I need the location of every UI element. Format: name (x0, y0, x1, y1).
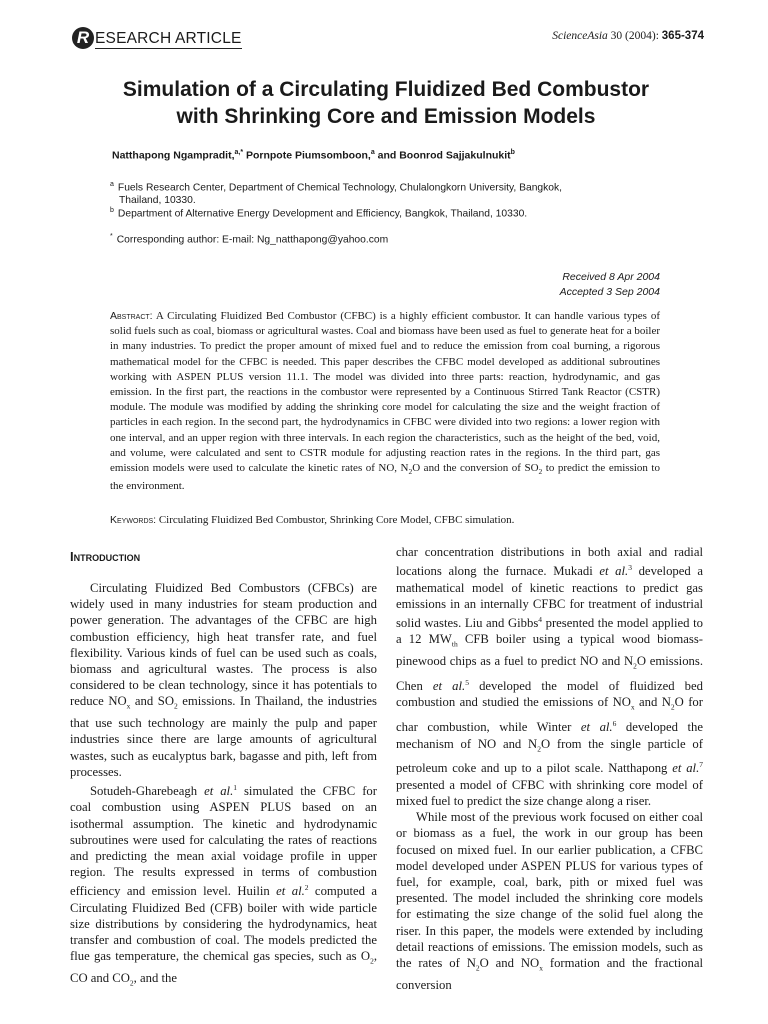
corresponding-sup: * (110, 233, 113, 240)
journal-name: ScienceAsia (552, 30, 608, 42)
abstract-text-2: O and the conversion of SO (412, 462, 539, 475)
affiliation-a-line-1: Fuels Research Center, Department of Chemical Technology, Chulalongkorn University, Bangkok, (117, 182, 563, 194)
affiliation-a-line-2: Thailand, 10330. (119, 195, 196, 207)
author-1: Natthapong Ngampradit, (112, 149, 235, 162)
intro-paragraph-2: Sotudeh-Gharebeagh et al.$^1$ simulated the CFBC for coal combustion using ASPEN PLUS based on an isothermal assumption. The kinetic and hydrodynamic subroutines were used for calculating the rates of reactions and predicting the mean axial voidage profile in upper region. The results expressed in terms of combustion efficiency and emission level. Huilin et al.$^2$ computed a Circulating Fluidized Bed (CFB) boiler with wide particle size distributions by considering the hydrodynamics, heat transfer and combustion of coal. The models predicted the flue gas temperature, the chemical gas species, such as $O_2$, CO and $CO_2$, and the (70, 782, 377, 988)
logo-r-badge: R (72, 27, 94, 49)
page-range: 365-374 (661, 30, 704, 42)
keywords-text: Circulating Fluidized Bed Combustor, Shrinking Core Model, CFBC simulation. (156, 514, 515, 526)
keywords (110, 514, 670, 526)
affiliation-b-line: Department of Alternative Energy Development and Efficiency, Bangkok, Thailand, 10330. (117, 208, 528, 220)
affiliation-b-sup: b (110, 207, 114, 214)
corresponding-author (110, 230, 650, 246)
manuscript-dates (560, 270, 660, 300)
paper-title (60, 76, 712, 130)
author-2: Pornpote Piumsomboon, (243, 149, 371, 162)
abstract-text-3: to predict the emission to the environment. (110, 462, 660, 493)
corresponding-email: Corresponding author: E-mail: Ng_natthapong@yahoo.com (116, 234, 389, 246)
author-1-sup: a,* (234, 149, 244, 156)
author-list (112, 149, 515, 162)
accepted-date: Accepted 3 Sep 2004 (559, 286, 660, 298)
abstract-label: Abstract: (110, 310, 153, 322)
affiliation-b (110, 204, 650, 220)
intro-paragraph-1: Circulating Fluidized Bed Combustors (CFBCs) are widely used in many industries for steam production and power generation. The advantages of the CFBC are high combustion efficiency, high heat transfer rate, and fuel flexibility. Various kinds of fuel can be used such as coals, biomass and agricultural wastes. The process is also considered to be clean technology, since it has potentials to reduce $NO_x$ and $SO_2$ emissions. In Thailand, the industries that use such technology are mainly the pulp and paper industries since there are large amounts of agricultural wastes, such as eucalyptus bark, bagasse and pith, left from processes. (70, 581, 377, 779)
abstract-text: A Circulating Fluidized Bed Combustor (CFBC) is a highly efficient combustor. It can handle various types of solid fuels such as coal, biomass or agricultural wastes. Coal and biomass have been used as fuel to generate heat for a boiler in many industries. To predict the proper amount of mixed fuel and to reduce the emission from coal burning, a rigorous mathematical model for the CFBC is needed. This paper describes the CFBC model developed as additional subroutines working with ASPEN PLUS version 11.1. The model was divided into three parts: reaction, hydrodynamic, and gas emission. In the first part, the reactions in the combustor were represented by a Continuous Stirred Tank Reactor (CSTR) module. The module was modified by adding the shrinking core model for calculating the size and the weight fraction of particles in each region. In the second part, the hydrodynamics in CFBC were divided into two regions: a lower region with one interval, and an upper region with three intervals. In each region the characteristics, such as the height of the bed, void, and volume, were calculated and sent to CSTR module for adjusting reaction rates in the regions. In the third part, gas emission models were used to calculate the kinetic rates of NO, N (110, 310, 660, 475)
title-line-2: with Shrinking Core and Emission Models (176, 105, 596, 128)
left-column (70, 544, 377, 992)
abstract (110, 309, 660, 495)
title-line-1: Simulation of a Circulating Fluidized Bed Combustor (122, 78, 650, 101)
section-heading-introduction: Introduction (70, 549, 141, 564)
author-3-sup: b (510, 149, 515, 156)
abstract-sub: 2 (408, 467, 413, 477)
journal-citation (552, 30, 704, 42)
affiliation-a-sup: a (110, 181, 114, 188)
intro-paragraph-2-cont: char concentration distributions in both axial and radial locations along the furnace. Mukadi et al.$^3$ developed a mathematical model of kinetic reactions to predict gas emissions in an internally CFBC for treatment of industrial solid wastes. Liu and Gibbs$^4$ presented the model applied to a 12 $MW_{th}$ CFB boiler using a typical wood biomass-pinewood chips as a fuel to predict NO and $N_2O$ emissions. Chen et al.$^5$ developed the model of fluidized bed combustion and studied the emissions of $NO_x$ and $N_2O$ for char combustion, while Winter et al.$^6$ developed the mechanism of NO and $N_2O$ from the single particle of petroleum coke and up to a pilot scale. Natthapong et al.$^7$ presented a model of CFBC with shrinking core model of mixed fuel to predict the size change along a riser. (396, 545, 704, 808)
keywords-label: Keywords: (110, 514, 157, 526)
right-column (396, 544, 703, 993)
volume-year: 30 (2004): (610, 30, 659, 42)
affiliation-a (110, 178, 650, 207)
logo-text: ESEARCH ARTICLE (95, 30, 242, 47)
author-2-sup: a (370, 149, 375, 156)
received-date: Received 8 Apr 2004 (562, 271, 660, 283)
author-3: and Boonrod Sajjakulnukit (374, 149, 511, 162)
section-label (72, 27, 242, 49)
intro-paragraph-3: While most of the previous work focused on either coal or biomass as a fuel, the work in our group has been focused on mixed fuel. In our earlier publication, a CFBC model developed under ASPEN PLUS for various types of fuel, for example, coal, bark, pith or mixed fuel was presented. The model included the shrinking core models for estimating the size change of the solid fuel along the riser. In this paper, the models were extended by including detail reactions of emissions. The emission models, such as the rates of $N_2O$ and $NO_x$ formation and the fractional conversion (396, 810, 703, 992)
abstract-sub-2: 2 (538, 467, 543, 477)
